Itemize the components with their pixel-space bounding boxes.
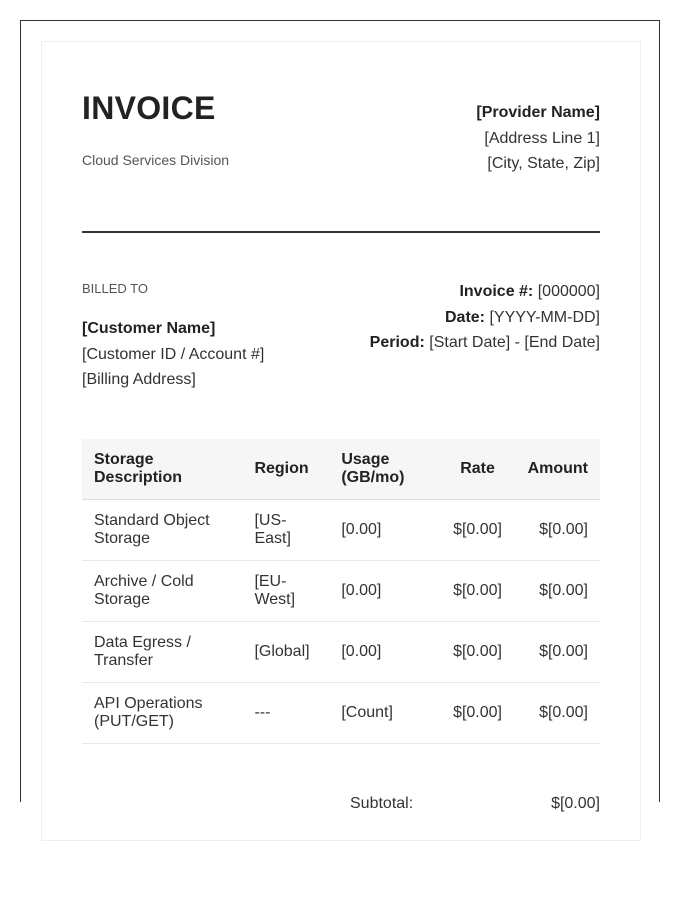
cell-amount: $[0.00] xyxy=(514,499,600,560)
cell-description: API Operations (PUT/GET) xyxy=(82,682,242,743)
column-header-region: Region xyxy=(242,439,329,499)
table-row xyxy=(82,682,600,743)
document-viewport xyxy=(20,20,660,812)
provider-address-line: [Address Line 1] xyxy=(484,129,600,147)
cell-region: --- xyxy=(242,682,329,743)
subtotal-label: Subtotal: xyxy=(350,795,414,812)
cell-usage: [0.00] xyxy=(329,621,441,682)
cell-region: [EU-West] xyxy=(242,560,329,621)
cell-rate: $[0.00] xyxy=(441,621,514,682)
invoice-period-line xyxy=(370,330,600,356)
line-items-table xyxy=(82,439,600,744)
table-row xyxy=(82,621,600,682)
cell-region: [Global] xyxy=(242,621,329,682)
invoice-date-label: Date: xyxy=(445,308,486,326)
invoice-meta xyxy=(370,279,600,356)
column-header-amount: Amount xyxy=(514,439,600,499)
cell-amount: $[0.00] xyxy=(514,560,600,621)
provider-name: [Provider Name] xyxy=(476,104,600,121)
table-row xyxy=(82,560,600,621)
invoice-date-line xyxy=(370,305,600,331)
cell-description: Data Egress / Transfer xyxy=(82,621,242,682)
cell-rate: $[0.00] xyxy=(441,682,514,743)
invoice-number-line xyxy=(370,279,600,305)
cell-amount: $[0.00] xyxy=(514,682,600,743)
column-header-description: Storage Description xyxy=(82,439,242,499)
invoice-sheet xyxy=(41,41,641,841)
customer-id: [Customer ID / Account #] xyxy=(82,345,265,363)
column-header-usage: Usage (GB/mo) xyxy=(329,439,441,499)
cell-usage: [0.00] xyxy=(329,560,441,621)
cell-region: [US-East] xyxy=(242,499,329,560)
cell-usage: [Count] xyxy=(329,682,441,743)
provider-block xyxy=(476,100,600,177)
invoice-number: [000000] xyxy=(537,283,600,300)
customer-name: [Customer Name] xyxy=(82,320,216,337)
column-header-rate: Rate xyxy=(441,439,514,499)
invoice-period: [Start Date] - [End Date] xyxy=(429,334,600,351)
invoice-number-label: Invoice #: xyxy=(459,283,534,300)
billing-address: [Billing Address] xyxy=(82,371,196,388)
provider-city-state-zip: [City, State, Zip] xyxy=(487,155,600,172)
cell-rate: $[0.00] xyxy=(441,560,514,621)
cell-usage: [0.00] xyxy=(329,499,441,560)
billed-to-label: BILLED TO xyxy=(82,281,148,296)
invoice-date: [YYYY-MM-DD] xyxy=(489,308,600,326)
cell-description: Standard Object Storage xyxy=(82,499,242,560)
billed-to-block xyxy=(82,316,264,393)
header-divider xyxy=(82,231,600,233)
division-name: Cloud Services Division xyxy=(82,152,230,168)
subtotal-value: $[0.00] xyxy=(551,795,600,812)
cell-rate: $[0.00] xyxy=(441,499,514,560)
invoice-title: INVOICE xyxy=(82,90,216,126)
table-row xyxy=(82,499,600,560)
invoice-period-label: Period: xyxy=(369,334,425,351)
cell-amount: $[0.00] xyxy=(514,621,600,682)
table-header-row xyxy=(82,439,600,499)
cell-description: Archive / Cold Storage xyxy=(82,560,242,621)
